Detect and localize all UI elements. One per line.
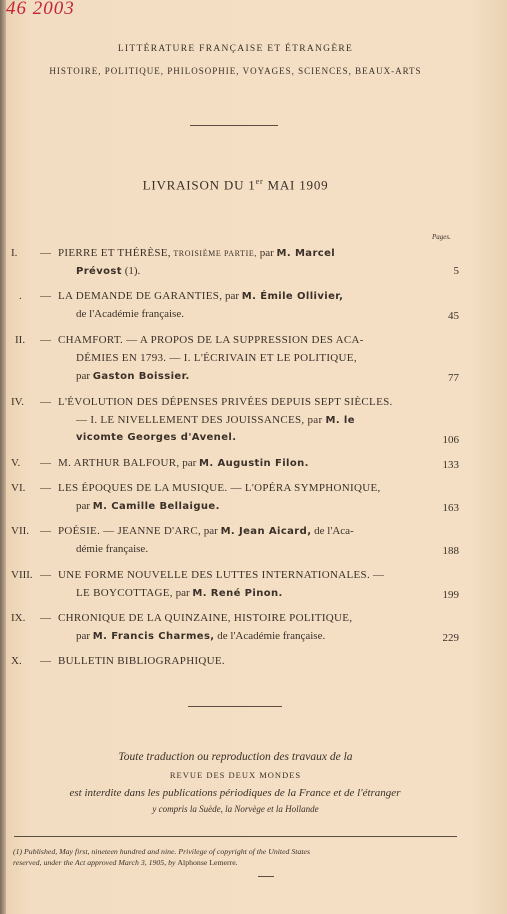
page-number: 77 xyxy=(448,372,459,384)
page-number: 106 xyxy=(442,434,459,446)
entry-number: VII. xyxy=(11,525,30,537)
entry-number: V. xyxy=(11,457,21,469)
footnote-rule xyxy=(14,836,457,837)
entry-number: . xyxy=(19,290,22,302)
divider-rule xyxy=(188,706,282,707)
header-line-1: LITTÉRATURE FRANÇAISE ET ÉTRANGÈRE xyxy=(117,44,354,54)
library-stamp: 46 2003 xyxy=(6,0,75,19)
entry-number: X. xyxy=(11,655,22,667)
pages-column-label: Pages. xyxy=(432,233,451,241)
header-line-2: HISTOIRE, POLITIQUE, PHILOSOPHIE, VOYAGES, SCIENCES, BEAUX-ARTS xyxy=(49,66,422,76)
copyright-footnote: (1) Published, May first, nineteen hundred and nine. Privilege of copyright of the United States reserved, under the Act approved March 3, 1905, by Alphonse Lemerre. xyxy=(13,847,311,867)
entry-number: VIII. xyxy=(11,569,33,581)
page-number: 45 xyxy=(448,310,459,322)
entry-number: IX. xyxy=(11,612,26,624)
page-number: 199 xyxy=(442,589,459,601)
entry-number: I. xyxy=(11,247,18,259)
page-number: 163 xyxy=(442,502,459,514)
page-number: 229 xyxy=(442,632,459,644)
rights-notice-line-3: est interdite dans les publications périodiques de la France et de l'étranger xyxy=(69,787,401,799)
rights-notice-line-2: REVUE DES DEUX MONDES xyxy=(169,770,302,780)
divider-rule xyxy=(190,125,278,126)
rights-notice-line-4: y compris la Suède, la Norvège et la Hollande xyxy=(152,804,319,814)
page-number: 133 xyxy=(442,459,459,471)
page-number: 188 xyxy=(442,545,459,557)
entry-number: VI. xyxy=(11,482,26,494)
document-page: 46 2003 LITTÉRATURE FRANÇAISE ET ÉTRANGÈRE HISTOIRE, POLITIQUE, PHILOSOPHIE, VOYAGES, SCIENCES, BEAUX-ARTS LIVRAISON DU 1er MAI 1909 Pages. I. — PIERRE ET THÉRÈSE, TROISIÈME PARTIE, par M. Marcel Prévost (1). 5 . — LA DEMANDE DE GARANTIES, par M. Émile Ollivier, de l'Académie française. 45 II. — CHAMFORT. — A PROPOS DE LA SUPPRESSION DES ACA- DÉMIES EN 1793. — I. L'ÉCRIVAIN ET LE POLITIQUE, par Gaston Boissier. 77 IV. — L'ÉVOLUTION DES DÉPENSES PRIVÉES DEPUIS SEPT SIÈCLES. — I. LE NIVELLEMENT DES JOUISSANCES, par M. le vicomte Georges d'Avenel. 106 V. — M. ARTHUR BALFOUR, par M. Augustin Filon. 133 VI. — LES ÉPOQUES DE LA MUSIQUE. — L'OPÉRA SYMPHONIQUE, par M. Camille Bellaigue. 163 VII. — POÉSIE. — JEANNE D'ARC, par M. Jean Aicard, de l'Aca- démie française. 188 VIII. — UNE FORME NOUVELLE DES LUTTES INTERNATIONALES. — LE BOYCOTTAGE, par M. René Pinon. 199 IX. — CHRONIQUE DE LA QUINZAINE, HISTOIRE POLITIQUE, par M. Francis Charmes, de l'Académie française. 229 X. — BULLETIN BIBLIOGRAPHIQUE. Toute traduction ou reproduction des travaux de la REVUE DES DEUX MONDES est interdite dans les publications périodiques de la France et de l'étranger y compris la Suède, la Norvège et la Hollande (1) Published, May first, nineteen hundred and nine. Privilege of copyright of the United States reserved, under the Act approved March 3, 1905, by Alphonse Lemerre. xyxy=(0,0,507,914)
rights-notice-line-1: Toute traduction ou reproduction des travaux de la xyxy=(118,751,353,763)
end-rule xyxy=(258,876,274,877)
entry-number: II. xyxy=(15,334,26,346)
issue-title: LIVRAISON DU 1er MAI 1909 xyxy=(142,177,329,193)
page-number: 5 xyxy=(453,265,459,277)
entry-number: IV. xyxy=(11,396,24,408)
